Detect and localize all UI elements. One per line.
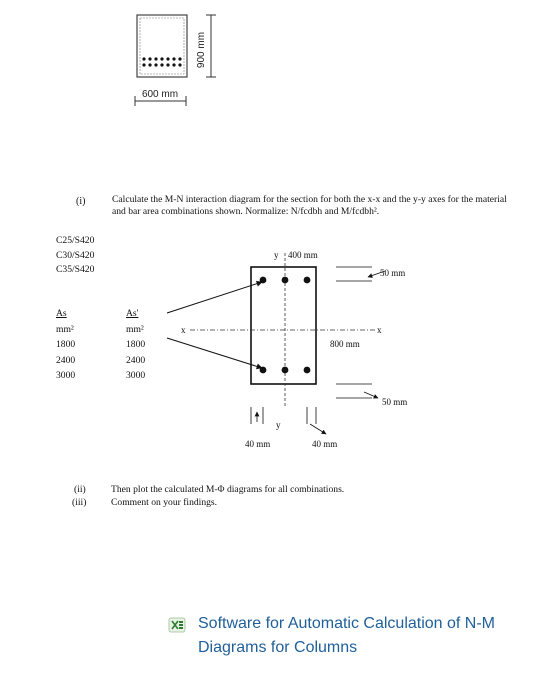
height-dimension-label: 900 mm [196, 31, 207, 69]
material-item: C25/S420 [56, 235, 95, 246]
material-list [56, 234, 94, 278]
as-header: As [56, 308, 67, 319]
question-ii-text: Then plot the calculated M-Φ diagrams for all combinations. [111, 484, 345, 495]
x-left-label: x [181, 325, 186, 335]
as-prime-column [126, 306, 145, 384]
cross-section-figure [160, 240, 540, 460]
top-bars [142, 57, 181, 66]
bar-right-label: 40 mm [312, 439, 338, 449]
as-unit: mm² [56, 323, 74, 335]
as-prime-arrow [167, 282, 262, 313]
as-prime-value: 3000 [126, 370, 146, 381]
excel-icon [168, 616, 186, 634]
as-prime-value: 2400 [126, 354, 146, 366]
x-right-label: x [377, 325, 382, 335]
software-link-text[interactable]: Software for Automatic Calculation of N-M Diagrams for Columns [198, 615, 496, 656]
as-value: 1800 [56, 339, 76, 350]
y-top-label: y [274, 250, 279, 260]
as-prime-value: 1800 [126, 339, 146, 350]
as-value: 2400 [56, 354, 76, 366]
question-i-number: (i) [76, 196, 86, 207]
as-prime-header: As' [126, 308, 139, 319]
bar-left-label: 40 mm [245, 439, 271, 449]
question-iii-text: Comment on your findings. [111, 497, 218, 508]
section-rectangle [251, 267, 316, 384]
top-section-sketch [0, 0, 547, 130]
y-bottom-label: y [276, 420, 281, 430]
section-outline [137, 15, 187, 77]
as-arrow [167, 338, 262, 368]
as-prime-unit: mm² [126, 323, 144, 335]
cover-bottom-label: 50 mm [382, 397, 408, 407]
question-i-text: Calculate the M-N interaction diagram for the section for both the x-x and the y-y axes for the material and bar area combinations shown. Normalize: N/fcdbh and M/fcdbh². [112, 194, 507, 217]
as-value: 3000 [56, 370, 76, 381]
width-dimension-label: 600 mm [141, 89, 179, 100]
question-iii-number: (iii) [72, 497, 87, 508]
height-label: 800 mm [330, 339, 360, 349]
width-label: 400 mm [288, 250, 318, 260]
material-item: C35/S420 [56, 264, 95, 275]
cover-top-label: 50 mm [380, 268, 406, 278]
material-item: C30/S420 [56, 249, 95, 261]
as-column [56, 306, 75, 384]
question-ii-number: (ii) [74, 484, 86, 495]
